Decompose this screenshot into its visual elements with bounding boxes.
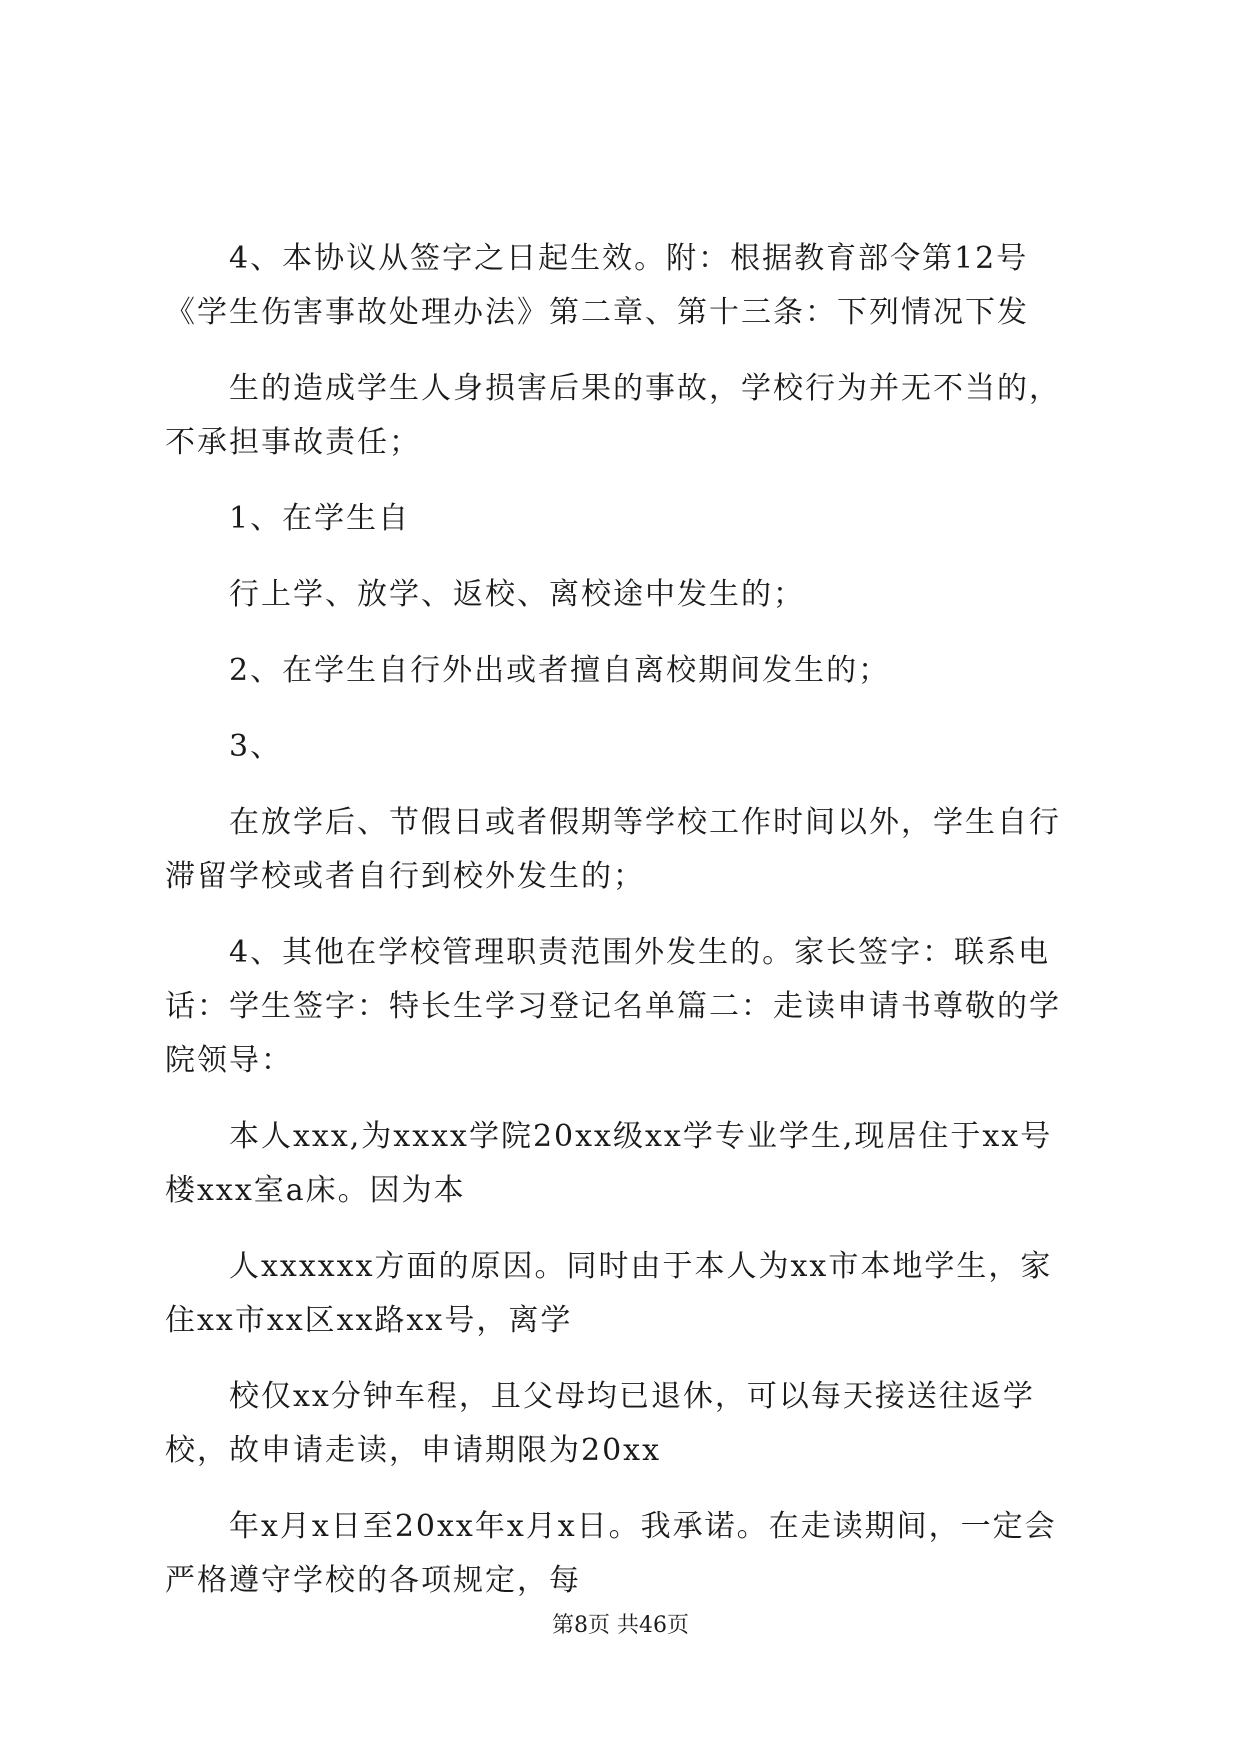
paragraph: 生的造成学生人身损害后果的事故，学校行为并无不当的，不承担事故责任； [165,371,1061,460]
paragraph: 3、 [229,729,283,764]
paragraph: 在放学后、节假日或者假期等学校工作时间以外，学生自行滞留学校或者自行到校外发生的； [165,805,1061,894]
paragraph: 4、其他在学校管理职责范围外发生的。家长签字：联系电话：学生签字：特长生学习登记名单篇二：走读申请书尊敬的学院领导： [165,935,1061,1078]
document-body [165,232,1080,1630]
paragraph: 1、在学生自 [229,501,411,536]
page-number-footer: 第8页 共46页 [552,1613,689,1638]
paragraph: 校仅xx分钟车程，且父母均已退休，可以每天接送往返学校，故申请走读，申请期限为20xx [165,1379,1035,1468]
paragraph: 年x月x日至20xx年x月x日。我承诺。在走读期间，一定会严格遵守学校的各项规定，每 [165,1509,1057,1598]
paragraph: 人xxxxxx方面的原因。同时由于本人为xx市本地学生，家住xx市xx区xx路xx号，离学 [165,1249,1053,1338]
paragraph: 行上学、放学、返校、离校途中发生的； [229,577,805,612]
paragraph: 本人xxx,为xxxx学院20xx级xx学专业学生,现居住于xx号楼xxx室a床。因为本 [165,1119,1053,1208]
paragraph: 4、本协议从签字之日起生效。附：根据教育部令第12号《学生伤害事故处理办法》第二章、第十三条：下列情况下发 [165,241,1029,330]
paragraph: 2、在学生自行外出或者擅自离校期间发生的； [229,653,891,688]
